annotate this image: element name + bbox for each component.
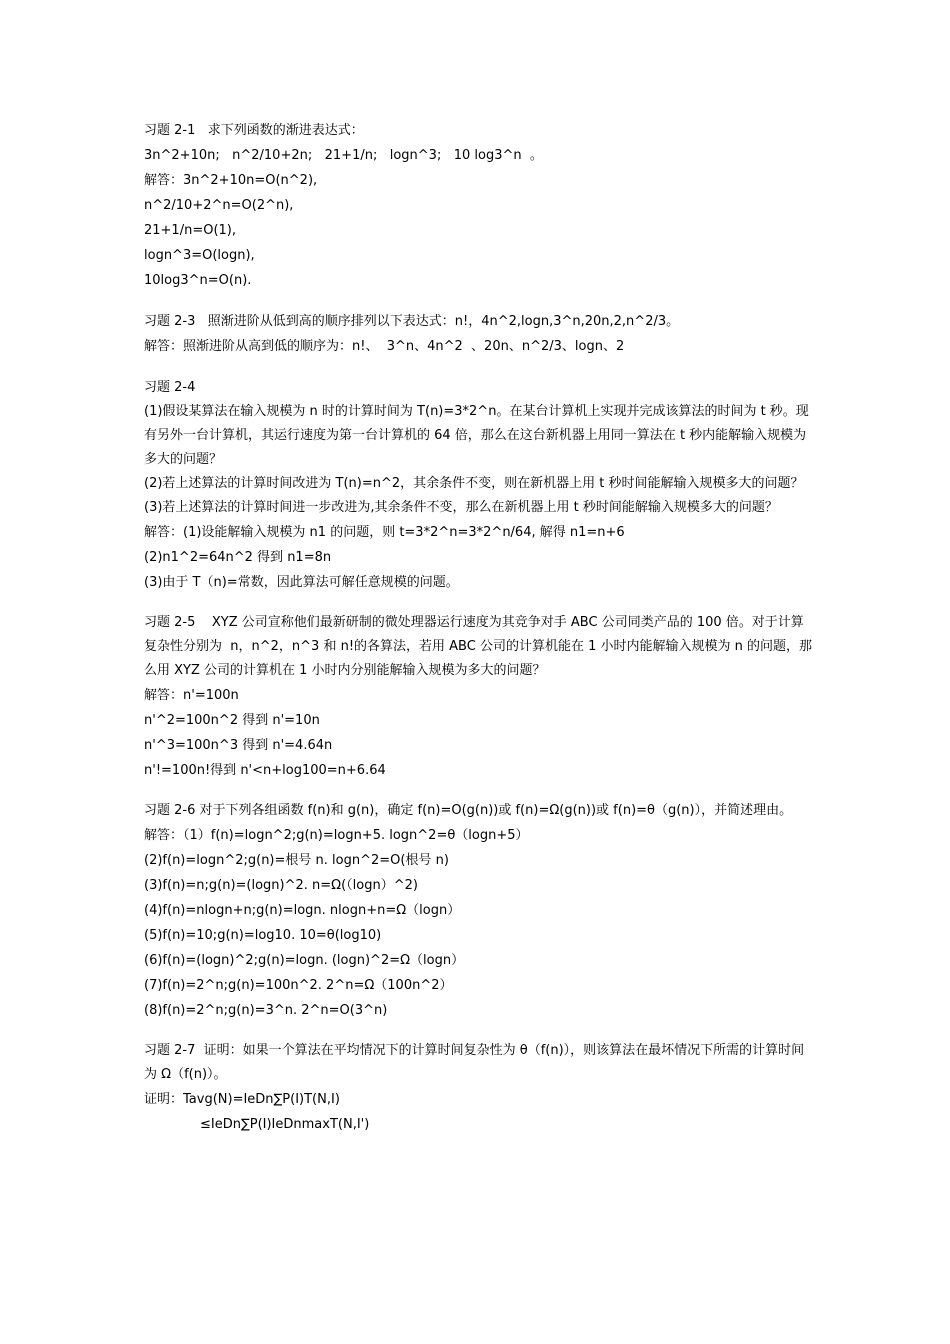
exercise-2-5 [144, 611, 816, 783]
answer-line: 解答：3n^2+10n=O(n^2), [144, 173, 318, 188]
answer-line: n^2/10+2^n=O(2^n), [144, 198, 294, 213]
exercise-2-4 [144, 375, 816, 595]
answer-line: 21+1/n=O(1), [144, 223, 236, 238]
document-body [144, 118, 816, 1137]
question-paragraph: (1)假设某算法在输入规模为 n 时的计算时间为 T(n)=3*2^n。在某台计算机上实现并完成该算法的时间为 t 秒。现有另外一台计算机，其运行速度为第一台计算机的 64 倍，那么在这台新机器上用同一算法在 t 秒内能解输入规模为多大的问题？ [144, 404, 809, 467]
exercise-title: 习题 2-6 对于下列各组函数 f(n)和 g(n)，确定 f(n)=O(g(n))或 f(n)=Ω(g(n))或 f(n)=θ（g(n)），并简述理由。 [144, 803, 793, 818]
question-paragraph: (2)若上述算法的计算时间改进为 T(n)=n^2，其余条件不变，则在新机器上用 t 秒时间能解输入规模多大的问题？ [144, 476, 804, 491]
proof-line: 证明：Tavg(N)=IeDn∑P(I)T(N,I) [144, 1092, 340, 1107]
answer-line: 解答：（1）f(n)=logn^2;g(n)=logn+5. logn^2=θ（logn+5） [144, 828, 529, 843]
answer-line: (5)f(n)=10;g(n)=log10. 10=θ(log10) [144, 928, 382, 943]
exercise-2-1 [144, 118, 816, 293]
answer-line: (3)由于 T（n)=常数，因此算法可解任意规模的问题。 [144, 575, 459, 590]
answer-line: 解答：(1)设能解输入规模为 n1 的问题，则 t=3*2^n=3*2^n/64, 解得 n1=n+6 [144, 525, 625, 540]
answer-line: (2)n1^2=64n^2 得到 n1=8n [144, 550, 332, 565]
question-line: 3n^2+10n; n^2/10+2n; 21+1/n; logn^3; 10 log3^n 。 [144, 148, 543, 163]
answer-line: (8)f(n)=2^n;g(n)=3^n. 2^n=O(3^n) [144, 1003, 388, 1018]
question-paragraph: (3)若上述算法的计算时间进一步改进为,其余条件不变，那么在新机器上用 t 秒时间能解输入规模多大的问题？ [144, 500, 778, 515]
exercise-2-6 [144, 799, 816, 1023]
answer-line: n'^3=100n^3 得到 n'=4.64n [144, 738, 333, 753]
proof-line: ≤IeDn∑P(I)IeDnmaxT(N,I') [200, 1117, 370, 1132]
exercise-title: 习题 2-7 证明：如果一个算法在平均情况下的计算时间复杂性为 θ（f(n)），则该算法在最坏情况下所需的计算时间为 Ω（f(n)）。 [144, 1043, 805, 1082]
answer-line: 解答：n'=100n [144, 688, 239, 703]
answer-line: (4)f(n)=nlogn+n;g(n)=logn. nlogn+n=Ω（logn） [144, 903, 461, 918]
answer-line: n'!=100n!得到 n'<n+log100=n+6.64 [144, 763, 386, 778]
answer-line: (7)f(n)=2^n;g(n)=100n^2. 2^n=Ω（100n^2） [144, 978, 453, 993]
answer-line: (2)f(n)=logn^2;g(n)=根号 n. logn^2=O(根号 n) [144, 853, 449, 868]
exercise-title: 习题 2-3 照渐进阶从低到高的顺序排列以下表达式：n!，4n^2,logn,3^n,20n,2,n^2/3。 [144, 314, 680, 329]
answer-line: n'^2=100n^2 得到 n'=10n [144, 713, 320, 728]
answer-line: 10log3^n=O(n). [144, 273, 252, 288]
exercise-title: 习题 2-4 [144, 380, 196, 395]
answer-line: (6)f(n)=(logn)^2;g(n)=logn. (logn)^2=Ω（logn） [144, 953, 465, 968]
answer-line: (3)f(n)=n;g(n)=(logn)^2. n=Ω(（logn）^2) [144, 878, 418, 893]
answer-line: 解答：照渐进阶从高到低的顺序为：n!、 3^n、4n^2 、20n、n^2/3、logn、2 [144, 339, 625, 354]
answer-line: logn^3=O(logn), [144, 248, 255, 263]
exercise-title: 习题 2-5 XYZ 公司宣称他们最新研制的微处理器运行速度为其竞争对手 ABC 公司同类产品的 100 倍。对于计算复杂性分别为 n，n^2，n^3 和 n!的各算法，若用 ABC 公司的计算机能在 1 小时内能解输入规模为 n 的问题，那么用 XYZ 公司的计算机在 1 小时内分别能解输入规模为多大的问题？ [144, 615, 812, 678]
exercise-2-3 [144, 309, 816, 359]
exercise-title: 习题 2-1 求下列函数的渐进表达式： [144, 123, 364, 138]
exercise-2-7 [144, 1039, 816, 1137]
